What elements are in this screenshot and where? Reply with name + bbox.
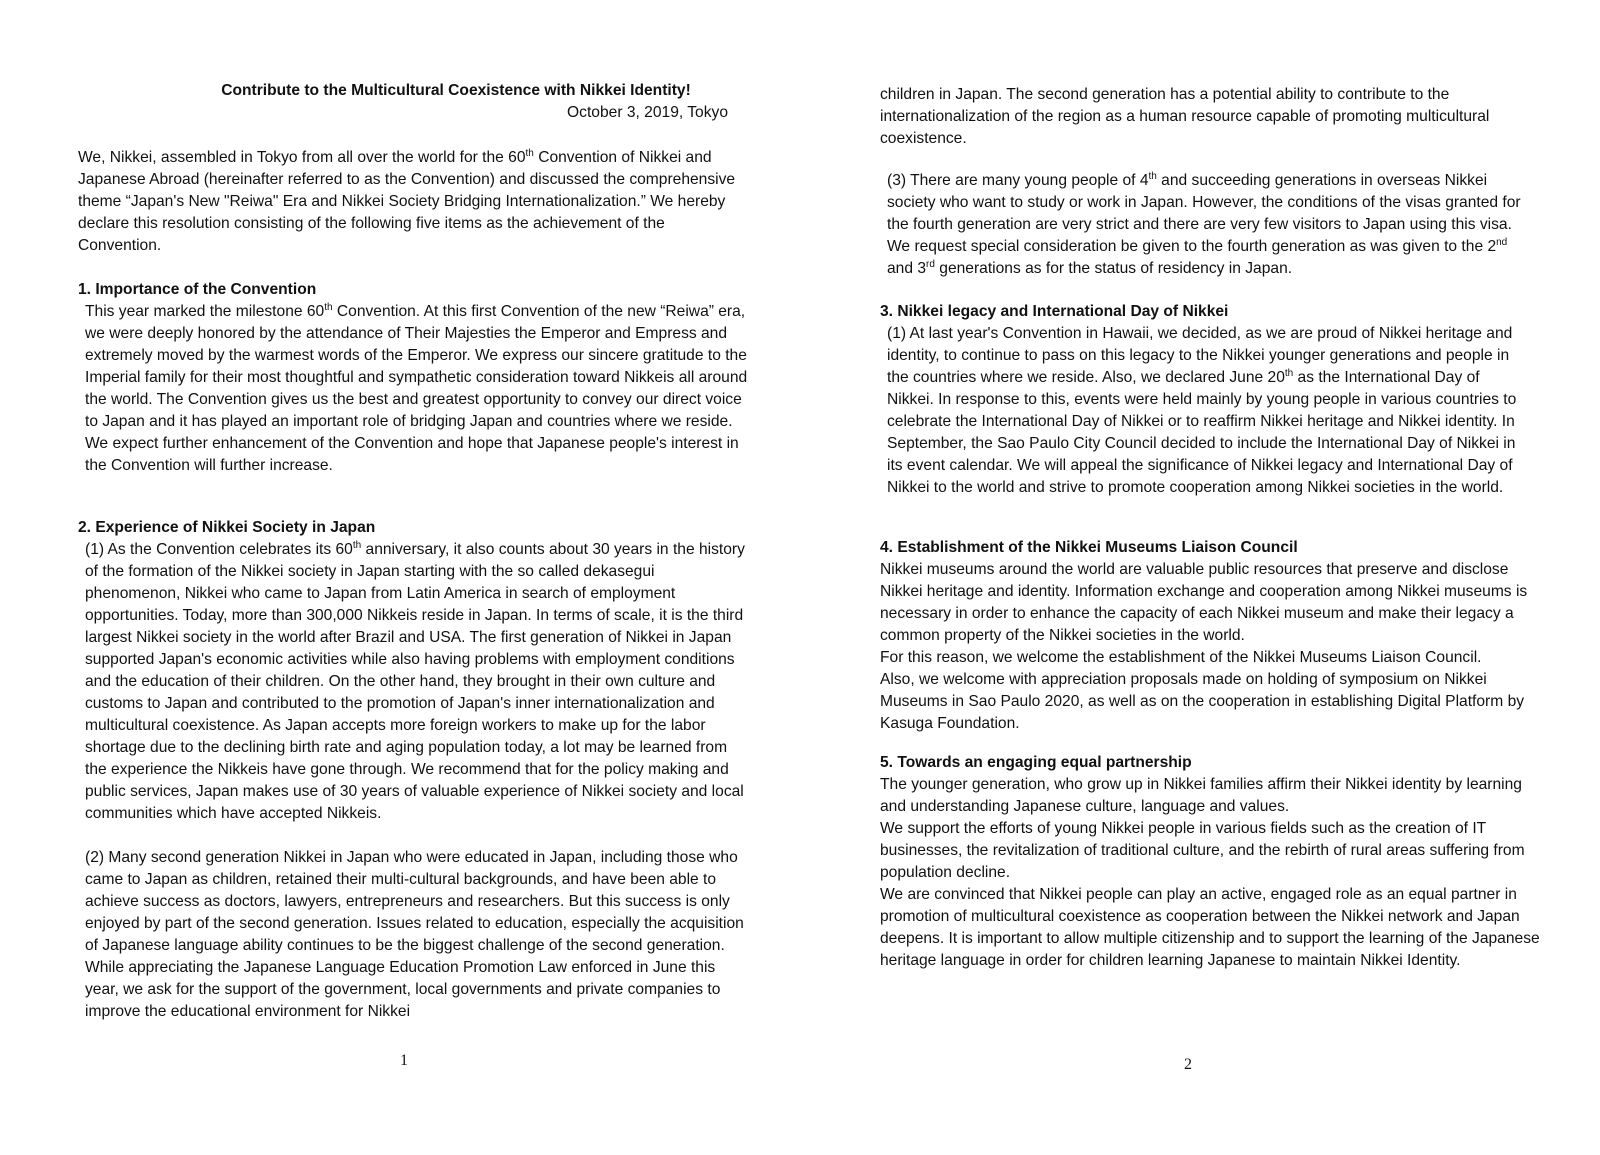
continuation-paragraph: children in Japan. The second generation has a potential ability to contribute to the internationalization of the region as a human resource capable of promoting multicultural coexistence. bbox=[880, 86, 1490, 147]
page-2 bbox=[880, 0, 1560, 1155]
section-4-paragraph-1: Nikkei museums around the world are valuable public resources that preserve and disclose Nikkei heritage and identity. Information exchange and cooperation among Nikkei museums is necessary in order to enhance the capacity of each Nikkei museum and make their legacy a common property of the Nikkei societies in the world. bbox=[880, 561, 1528, 644]
section-4-heading: 4. Establishment of the Nikkei Museums Liaison Council bbox=[880, 539, 1298, 556]
section-4-paragraph-2: For this reason, we welcome the establishment of the Nikkei Museums Liaison Council. bbox=[880, 649, 1482, 666]
page-number-2: 2 bbox=[1184, 1056, 1192, 1073]
section-2 bbox=[78, 517, 750, 1023]
section-2-heading: 2. Experience of Nikkei Society in Japan bbox=[78, 519, 376, 536]
section-5-paragraph-3: We are convinced that Nikkei people can play an active, engaged role as an equal partner in promotion of multicultural coexistence as cooperation between the Nikkei network and Japan deepens. It is important to allow multiple citizenship and to support the learning of the Japanese heritage language in order for children learning Japanese to maintain Nikkei Identity. bbox=[880, 886, 1540, 969]
section-1 bbox=[78, 279, 748, 477]
intro-paragraph: We, Nikkei, assembled in Tokyo from all over the world for the 60th Convention of Nikkei and Japanese Abroad (hereinafter referred to as the Convention) and discussed the comprehensive theme “Japan's New "Reiwa" Era and Nikkei Society Bridging Internationalization.” We hereby declare this resolution consisting of the following five items as the achievement of the Convention. bbox=[78, 147, 736, 254]
section-1-body: This year marked the milestone 60th Convention. At this first Convention of the new “Reiwa” era, we were deeply honored by the attendance of Their Majesties the Emperor and Empress and extremely moved by the warmest words of the Emperor. We express our sincere gratitude to the Imperial family for their most thoughtful and sympathetic consideration toward Nikkeis all around the world. The Convention gives us the best and greatest opportunity to convey our direct voice to Japan and it has played an important role of bridging Japan and countries where we reside. We expect further enhancement of the Convention and hope that Japanese people's interest in the Convention will further increase. bbox=[85, 301, 748, 474]
section-2-paragraph-1: (1) As the Convention celebrates its 60th anniversary, it also counts about 30 years in the history of the formation of the Nikkei society in Japan starting with the so called dekasegui phenomenon, Nikkei who came to Japan from Latin America in search of employment opportunities. Today, more than 300,000 Nikkeis reside in Japan. In terms of scale, it is the third largest Nikkei society in the world after Brazil and USA. The first generation of Nikkei in Japan supported Japan's economic activities while also having problems with employment conditions and the education of their children. On the other hand, they brought in their own culture and customs to Japan and contributed to the promotion of Japan's inner internationalization and multicultural coexistence. As Japan accepts more foreign workers to make up for the labor shortage due to the declining birth rate and aging population today, a lot may be learned from the experience the Nikkeis have gone through. We recommend that for the policy making and public services, Japan makes use of 30 years of valuable experience of Nikkei society and local communities which have accepted Nikkeis. bbox=[85, 539, 745, 822]
page-1 bbox=[78, 0, 758, 1155]
section-4 bbox=[880, 537, 1540, 735]
section-3-heading: 3. Nikkei legacy and International Day of Nikkei bbox=[880, 303, 1229, 320]
section-4-paragraph-3: Also, we welcome with appreciation proposals made on holding of symposium on Nikkei Museums in Sao Paulo 2020, as well as on the cooperation in establishing Digital Platform by Kasuga Foundation. bbox=[880, 671, 1525, 732]
section-5-heading: 5. Towards an engaging equal partnership bbox=[880, 754, 1192, 771]
section-3-body: (1) At last year's Convention in Hawaii, we decided, as we are proud of Nikkei heritage and identity, to continue to pass on this legacy to the Nikkei younger generations and people in the countries where we reside. Also, we declared June 20th as the International Day of Nikkei. In response to this, events were held mainly by young people in various countries to celebrate the International Day of Nikkei or to reaffirm Nikkei heritage and Nikkei identity. In September, the Sao Paulo City Council decided to include the International Day of Nikkei in its event calendar. We will appeal the significance of Nikkei legacy and International Day of Nikkei to the world and strive to promote cooperation among Nikkei societies in the world. bbox=[887, 325, 1517, 496]
document-date: October 3, 2019, Tokyo bbox=[567, 104, 728, 121]
section-2-paragraph-3: (3) There are many young people of 4th and succeeding generations in overseas Nikkei society who want to study or work in Japan. However, the conditions of the visas granted for the fourth generation are very strict and there are very few visitors to Japan using this visa. We request special consideration be given to the fourth generation as was given to the 2nd and 3rd generations as for the status of residency in Japan. bbox=[887, 170, 1521, 277]
section-3 bbox=[880, 301, 1530, 499]
document-title: Contribute to the Multicultural Coexistence with Nikkei Identity! bbox=[221, 82, 691, 99]
section-2-paragraph-2: (2) Many second generation Nikkei in Japan who were educated in Japan, including those who came to Japan as children, retained their multi-cultural backgrounds, and have been able to achieve success as doctors, lawyers, entrepreneurs and researchers. But this success is only enjoyed by part of the second generation. Issues related to education, especially the acquisition of Japanese language ability continues to be the biggest challenge of the second generation. While appreciating the Japanese Language Education Promotion Law enforced in June this year, we ask for the support of the government, local governments and private companies to improve the educational environment for Nikkei bbox=[85, 849, 744, 1020]
section-5-paragraph-1: The younger generation, who grow up in Nikkei families affirm their Nikkei identity by learning and understanding Japanese culture, language and values. bbox=[880, 776, 1522, 815]
section-5 bbox=[880, 752, 1540, 972]
page-number-1: 1 bbox=[400, 1052, 408, 1069]
section-5-paragraph-2: We support the efforts of young Nikkei people in various fields such as the creation of IT businesses, the revitalization of traditional culture, and the rebirth of rural areas suffering from population decline. bbox=[880, 820, 1525, 881]
section-1-heading: 1. Importance of the Convention bbox=[78, 281, 317, 298]
